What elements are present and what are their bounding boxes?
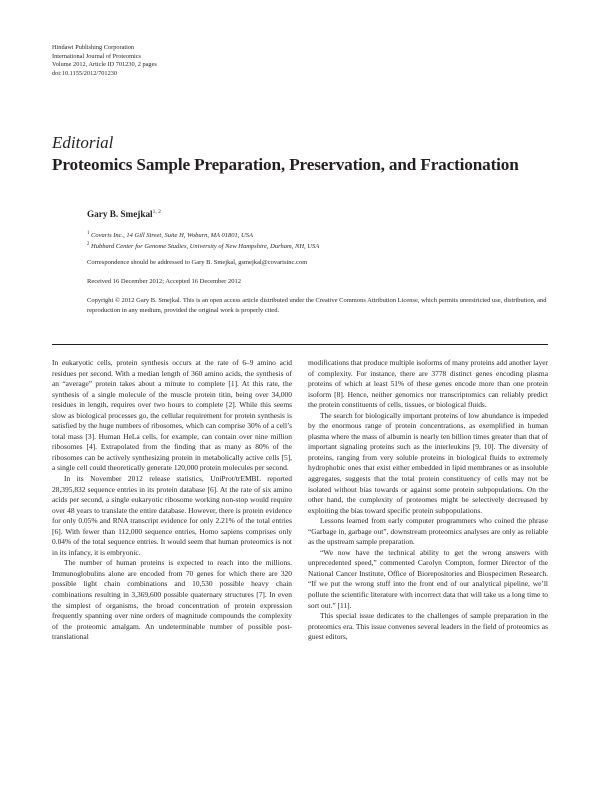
paragraph: modifications that produce multiple isoforms of many proteins add another layer of complexity. For instance, there are 3778 distinct genes encoding plasma proteins of which at least 51% of these genes encode more than one protein isoform [8]. Hence, neither genomics nor transcriptomics can reliably predict the protein constituents of cells, tissues, or biological fluids. (308, 358, 549, 410)
article-type: Editorial (52, 133, 114, 152)
article-title: Proteomics Sample Preparation, Preservation, and Fractionation (52, 155, 519, 174)
affiliation-mark: 1 (87, 231, 90, 236)
header-divider (52, 344, 548, 345)
received-accepted-dates: Received 16 December 2012; Accepted 16 December 2012 (87, 278, 241, 285)
affiliation-text: Covaris Inc., 14 Gill Street, Suite H, Woburn, MA 01801, USA (91, 232, 253, 240)
paragraph: Lessons learned from early computer programmers who coined the phrase “Garbage in, garbage out”, downstream proteomics analyses are only as reliable as the upstream sample preparation. (308, 516, 548, 547)
affiliation-1 (87, 231, 253, 239)
doi-link[interactable]: doi:10.1155/2012/701230 (52, 69, 118, 77)
paragraph: “We now have the technical ability to get the wrong answers with unprecedented speed,” commented Carolyn Compton, former Director of the National Cancer Institute, Office of Biorepositories and Biospecimen Research. “If we put the wrong stuff into the front end of our analytical pipeline, we’ll pollute the scientific literature with incorrect data that will take us a long time to sort out.” [11]. (308, 547, 548, 610)
correspondence: Correspondence should be addressed to Gary B. Smejkal, gsmejkal@covarisinc.com (87, 259, 308, 266)
volume-info: Volume 2012, Article ID 701230, 2 pages (52, 61, 157, 69)
affiliation-text: Hubbard Center for Genome Studies, University of New Hampshire, Durham, NH, USA (91, 243, 320, 251)
affiliation-mark: 2 (87, 242, 90, 247)
paragraph: In its November 2012 release statistics, UniProt/trEMBL reported 28,395,832 sequence entries in its protein database [6]. At the rate of six amino acids per second, a single eukaryotic ribosome working non-stop would require over 48 years to translate the entire database. However, there is protein evidence for only 0.05% and RNA transcript evidence for only 2.21% of the total entries [6]. With fewer than 112,000 sequence entries, Homo sapiens comprises only 0.04% of the total sequence entries. It would seem that human proteomics is not in its infancy, it is embryonic. (52, 474, 292, 557)
publisher-name: Hindawi Publishing Corporation (52, 44, 135, 51)
copyright-notice: Copyright © 2012 Gary B. Smejkal. This is an open access article distributed under the Creative Commons Attribution License, which permits unrestricted use, distribution, and reproduction in any medium, provided the original work is properly cited. (87, 297, 547, 314)
affiliation-2 (87, 242, 319, 250)
body-column-left (52, 358, 292, 643)
journal-header (52, 44, 157, 78)
author-name-text: Gary B. Smejkal (87, 209, 153, 220)
body-column-right (308, 358, 548, 643)
paragraph: The search for biologically important proteins of low abundance is impeded by the enormous range of protein concentrations, as exemplified in human plasma where the mass of albumin is nearly ten billion times greater than that of important signaling proteins such as the interleukins [9, 10]. The diversity of proteins, ranging from very soluble proteins in biological fluids to extremely hydrophobic ones that exist either embedded in lipid membranes or as insoluble aggregates, suggests that the total protein constituency of cells may not be isolated without bias towards or against some protein subpopulations. On the other hand, the complexity of proteomes might be selectively decreased by exploiting the bias toward specific protein subpopulations. (308, 410, 548, 515)
paragraph: The number of human proteins is expected to reach into the millions. Immunoglobulins alone are encoded from 70 genes for which there are 320 possible light chain combinations and 10,530 possible heavy chain combinations resulting in 3,369,600 possible quaternary structures [7]. In even the simplest of organisms, the broad concentration of protein expression frequently spanning over nine orders of magnitude compounds the complexity of the proteomic amalgam. An undeterminable number of possible post-translational (52, 558, 292, 642)
paragraph: In eukaryotic cells, protein synthesis occurs at the rate of 6–9 amino acid residues per second. With a median length of 360 amino acids, the synthesis of an “average” protein takes about a minute to complete [1]. At this rate, the synthesis of a single molecule of the muscle protein titin, being over 34,000 residues in length, requires over two hours to complete [2]. While this seems slow as biological processes go, the cellular requirement for protein synthesis is satisfied by the huge numbers of ribosomes, which can comprise 30% of a cell’s total mass [3]. Human HeLa cells, for example, can contain over nine million ribosomes [4]. Extrapolated from the finding that as many as 80% of the ribosomes can be actively synthesizing protein in metabolically active cells [5], a single cell could theoretically generate 120,000 protein molecules per second. (52, 358, 292, 473)
author-name (87, 209, 161, 219)
journal-name: International Journal of Proteomics (52, 52, 142, 60)
paragraph: This special issue dedicates to the challenges of sample preparation in the proteomics era. This issue convenes several leaders in the field of proteomics as guest editors, (308, 611, 548, 642)
author-affil-marks: 1, 2 (152, 209, 161, 215)
